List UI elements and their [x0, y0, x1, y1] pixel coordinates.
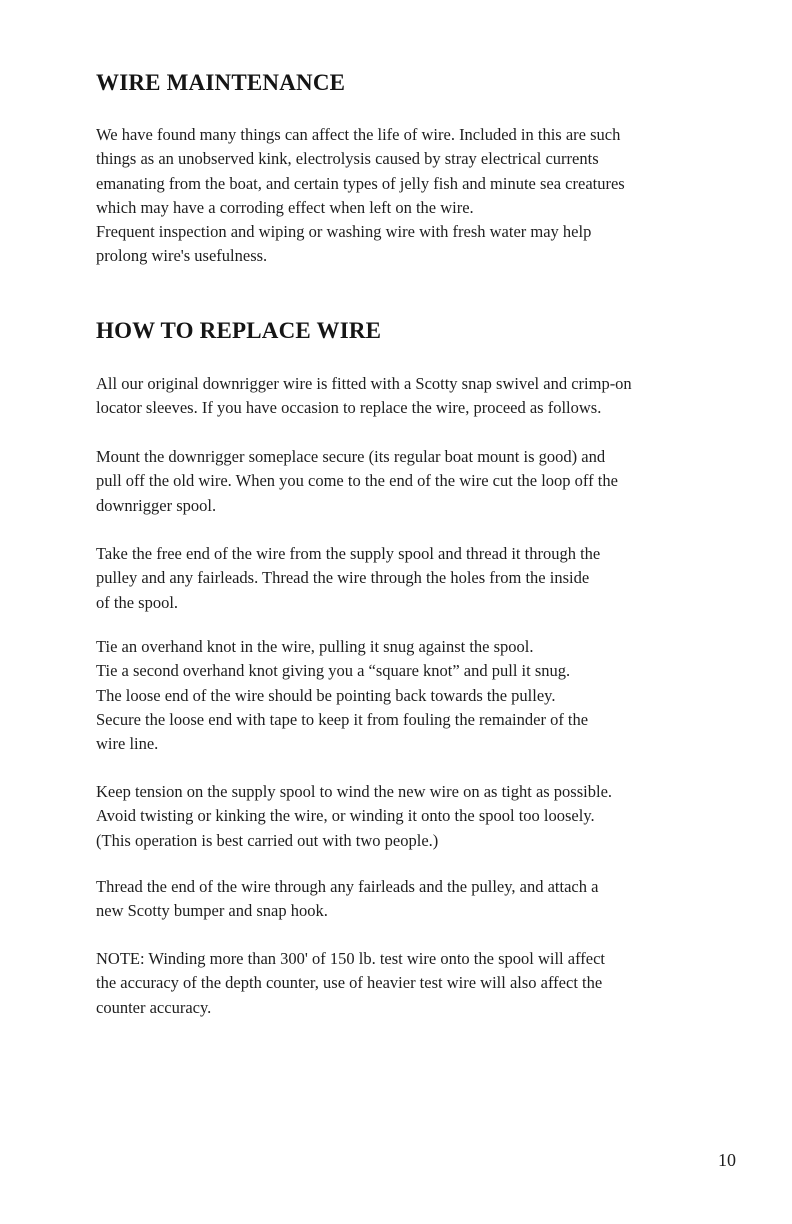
text-line: which may have a corroding effect when left on the wire. [96, 197, 474, 217]
text-line: (This operation is best carried out with two people.) [96, 830, 439, 850]
text-line: emanating from the boat, and certain types of jelly fish and minute sea creatures [96, 173, 625, 193]
paragraph-tie-knots [96, 635, 756, 756]
text-line: counter accuracy. [96, 997, 212, 1017]
page-number: 10 [718, 1150, 736, 1170]
paragraph-keep-tension [96, 780, 756, 853]
text-line: Mount the downrigger someplace secure (its regular boat mount is good) and [96, 447, 606, 466]
text-line: The loose end of the wire should be pointing back towards the pulley. [96, 685, 556, 705]
text-line: We have found many things can affect the life of wire. Included in this are such [96, 125, 621, 144]
text-line: Tie a second overhand knot giving you a “square knot” and pull it snug. [96, 661, 571, 681]
paragraph-attach-bumper [96, 875, 756, 924]
text-line: Thread the end of the wire through any fairleads and the pulley, and attach a [96, 877, 599, 896]
text-line: pull off the old wire. When you come to the end of the wire cut the loop off the [96, 471, 618, 491]
paragraph-note [96, 947, 756, 1020]
paragraph-thread-wire [96, 542, 756, 615]
text-line: wire line. [96, 734, 159, 754]
paragraph-wire-maintenance [96, 123, 756, 269]
section-heading-wire-maintenance: WIRE MAINTENANCE [96, 70, 346, 95]
text-line: NOTE: Winding more than 300' of 150 lb. test wire onto the spool will affect [96, 949, 605, 968]
text-line: downrigger spool. [96, 495, 217, 515]
text-line: Secure the loose end with tape to keep it from fouling the remainder of the [96, 709, 589, 729]
text-line: locator sleeves. If you have occasion to replace the wire, proceed as follows. [96, 398, 602, 418]
section-heading-how-to-replace-wire: HOW TO REPLACE WIRE [96, 318, 382, 343]
text-line: prolong wire's usefulness. [96, 246, 268, 266]
text-line: Keep tension on the supply spool to wind the new wire on as tight as possible. [96, 782, 613, 801]
text-line: of the spool. [96, 592, 179, 612]
text-line: Take the free end of the wire from the supply spool and thread it through the [96, 544, 601, 563]
paragraph-original-wire [96, 372, 756, 421]
text-line: new Scotty bumper and snap hook. [96, 901, 328, 921]
text-line: All our original downrigger wire is fitted with a Scotty snap swivel and crimp-on [96, 374, 632, 393]
text-line: the accuracy of the depth counter, use of heavier test wire will also affect the [96, 973, 603, 993]
text-line: Tie an overhand knot in the wire, pulling it snug against the spool. [96, 637, 534, 656]
paragraph-mount-downrigger [96, 445, 756, 518]
text-line: pulley and any fairleads. Thread the wire through the holes from the inside [96, 568, 590, 588]
text-line: Avoid twisting or kinking the wire, or winding it onto the spool too loosely. [96, 806, 595, 826]
text-line: things as an unobserved kink, electrolysis caused by stray electrical currents [96, 149, 599, 169]
text-line: Frequent inspection and wiping or washing wire with fresh water may help [96, 222, 592, 242]
